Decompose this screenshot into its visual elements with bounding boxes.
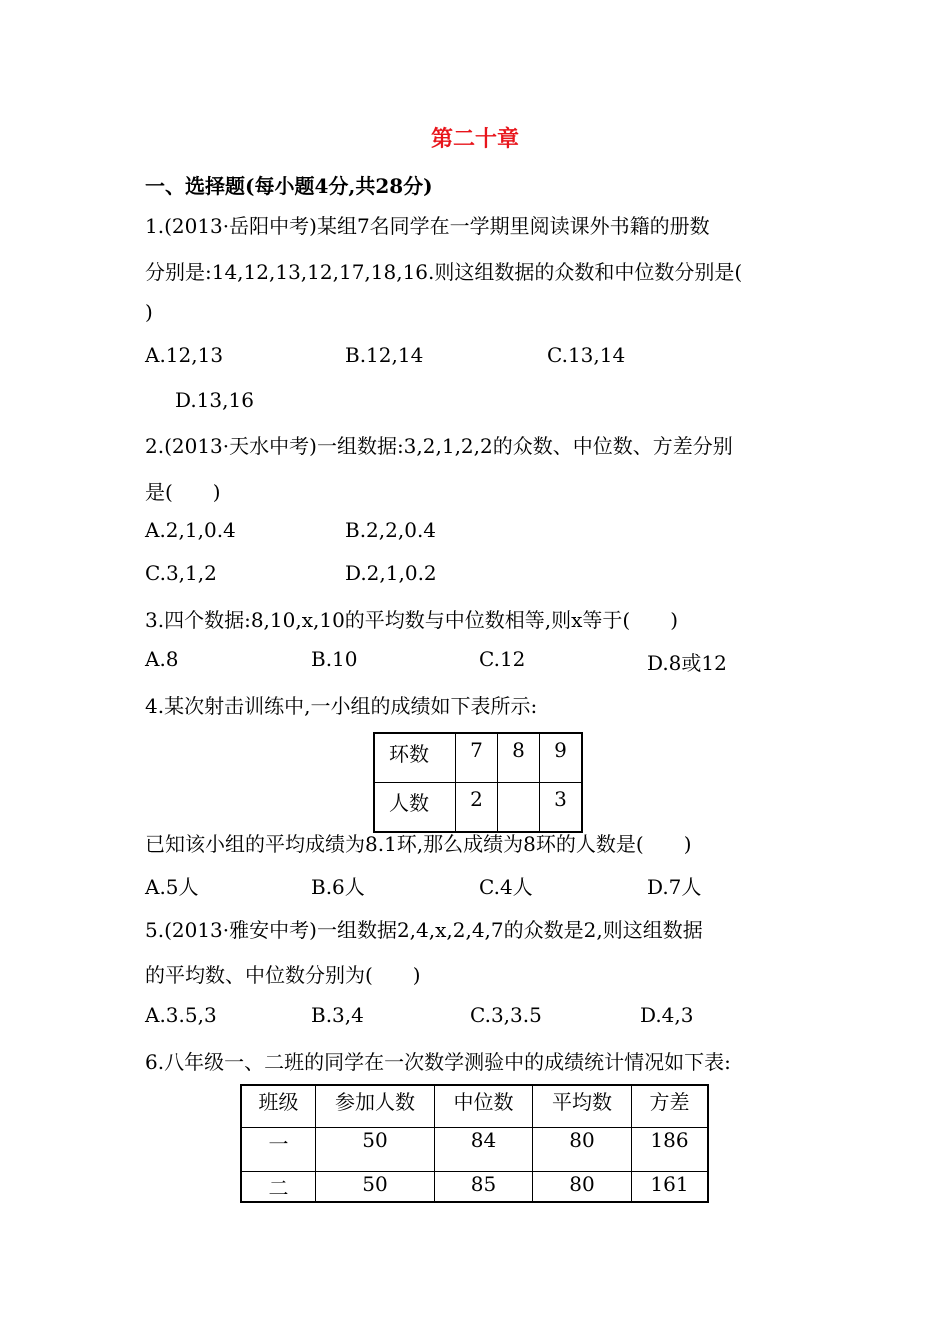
q5-line2: 的平均数、中位数分别为( )	[145, 963, 421, 987]
q2-line2: 是( )	[145, 480, 221, 504]
q6-line1: 6.八年级一、二班的同学在一次数学测验中的成绩统计情况如下表:	[145, 1050, 731, 1074]
q5-line1: 5.(2013·雅安中考)一组数据2,4,x,2,4,7的众数是2,则这组数据	[145, 918, 703, 942]
section-heading: 一、选择题(每小题4分,共28分)	[145, 174, 433, 198]
table-cell: 85	[435, 1172, 533, 1203]
q2-option-c: C.3,1,2	[145, 561, 217, 585]
table-cell: 50	[316, 1172, 435, 1203]
q3-option-d: D.8或12	[647, 651, 727, 675]
q1-option-c: C.13,14	[547, 343, 626, 367]
table-header-cell: 参加人数	[316, 1085, 435, 1128]
q1-line3: )	[145, 300, 153, 324]
chapter-title: 第二十章	[430, 126, 519, 152]
table-cell: 7	[456, 733, 498, 783]
table-cell: 环数	[374, 733, 456, 783]
q1-option-d: D.13,16	[175, 388, 254, 412]
table-header-cell: 方差	[632, 1085, 709, 1128]
q3-line1: 3.四个数据:8,10,x,10的平均数与中位数相等,则x等于( )	[145, 608, 679, 632]
q5-option-d: D.4,3	[640, 1003, 694, 1027]
table-header-cell: 平均数	[533, 1085, 632, 1128]
table-header-cell: 中位数	[435, 1085, 533, 1128]
q3-option-c: C.12	[479, 647, 526, 671]
table-cell: 2	[456, 783, 498, 833]
table-cell	[498, 783, 540, 833]
table-cell: 二	[241, 1172, 316, 1203]
table-row	[241, 1172, 708, 1203]
q4-option-b: B.6人	[311, 875, 365, 899]
q1-option-b: B.12,14	[345, 343, 424, 367]
table-cell: 人数	[374, 783, 456, 833]
table-header-row	[241, 1085, 708, 1128]
q5-option-c: C.3,3.5	[470, 1003, 542, 1027]
table-cell: 80	[533, 1128, 632, 1172]
q1-option-a: A.12,13	[145, 343, 224, 367]
table-row	[241, 1128, 708, 1172]
q5-option-b: B.3,4	[311, 1003, 364, 1027]
q1-line2: 分别是:14,12,13,12,17,18,16.则这组数据的众数和中位数分别是(	[145, 260, 743, 284]
table-cell: 186	[632, 1128, 709, 1172]
q3-option-b: B.10	[311, 647, 358, 671]
table-cell: 3	[540, 783, 583, 833]
q2-option-a: A.2,1,0.4	[145, 518, 236, 542]
table-header-cell: 班级	[241, 1085, 316, 1128]
table-cell: 一	[241, 1128, 316, 1172]
table-cell: 9	[540, 733, 583, 783]
table-cell: 80	[533, 1172, 632, 1203]
table-cell: 50	[316, 1128, 435, 1172]
table-cell: 84	[435, 1128, 533, 1172]
q4-option-c: C.4人	[479, 875, 533, 899]
q5-option-a: A.3.5,3	[145, 1003, 217, 1027]
table-row	[374, 783, 582, 833]
table-row	[374, 733, 582, 783]
table-cell: 8	[498, 733, 540, 783]
shooting-score-table	[373, 732, 583, 833]
q4-option-a: A.5人	[145, 875, 199, 899]
q1-line1: 1.(2013·岳阳中考)某组7名同学在一学期里阅读课外书籍的册数	[145, 214, 710, 238]
q3-option-a: A.8	[145, 647, 179, 671]
q2-line1: 2.(2013·天水中考)一组数据:3,2,1,2,2的众数、中位数、方差分别	[145, 434, 733, 458]
table-cell: 161	[632, 1172, 709, 1203]
q4-line2: 已知该小组的平均成绩为8.1环,那么成绩为8环的人数是( )	[145, 832, 692, 856]
class-stats-table	[240, 1084, 709, 1203]
q2-option-d: D.2,1,0.2	[345, 561, 437, 585]
q4-option-d: D.7人	[647, 875, 702, 899]
q2-option-b: B.2,2,0.4	[345, 518, 437, 542]
q4-line1: 4.某次射击训练中,一小组的成绩如下表所示:	[145, 694, 538, 718]
